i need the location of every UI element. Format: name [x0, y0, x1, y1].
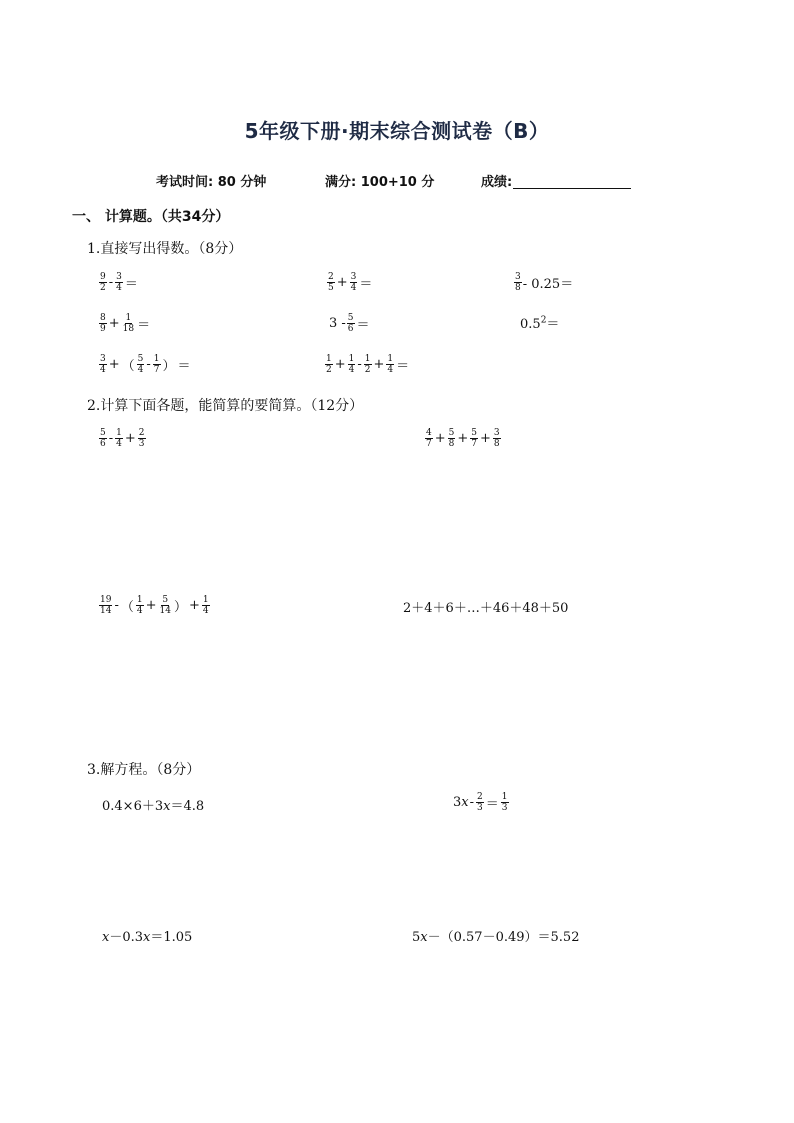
fraction: $\frac{1}{4}$ [387, 354, 394, 375]
fraction: $\frac{1}{2}$ [364, 354, 371, 375]
fraction: $\frac{8}{9}$ [100, 313, 106, 334]
fraction: $\frac{1}{4}$ [116, 428, 122, 449]
q1-expr-7: $\frac{3}{4}$ + （ $\frac{5}{4}$ - $\frac{1}{7}$ ） ＝ [100, 354, 191, 375]
fraction: $\frac{4}{7}$ [426, 428, 432, 449]
q1-expr-6: $0.5^2=$ [520, 315, 560, 332]
fraction: $\frac{5}{14}$ [159, 595, 171, 616]
fraction: $\frac{1}{4}$ [136, 595, 143, 616]
page-title: 5年级下册·期末综合测试卷（B） [244, 119, 550, 143]
q1-expr-1: $\frac{9}{2}$ - $\frac{3}{4}$ ＝ [100, 272, 138, 293]
section-heading: 一、 计算题。（共34分） [72, 209, 230, 225]
q2-expr-2: $\frac{4}{7}$ + $\frac{5}{8}$ + $\frac{5}{7}$ + $\frac{3}{8}$ [426, 428, 500, 449]
q3-equation-4: 5x－（0.57－0.49）＝5.52 [412, 930, 580, 945]
q3-equation-3: x－0.3x＝1.05 [102, 930, 193, 945]
fraction: $\frac{5}{7}$ [471, 428, 478, 449]
q3-equation-1: 0.4×6＋3x＝4.8 [102, 799, 205, 814]
fraction: $\frac{3}{8}$ [515, 272, 521, 293]
fraction: $\frac{2}{5}$ [328, 272, 334, 293]
fraction: $\frac{19}{14}$ [100, 595, 112, 616]
fraction: $\frac{3}{4}$ [116, 272, 122, 293]
full-score: 满分: 100+10 分 [325, 175, 435, 190]
q1-expr-8: $\frac{1}{2}$ + $\frac{1}{4}$ - $\frac{1}{2}$ + $\frac{1}{4}$ ＝ [326, 354, 410, 375]
fraction: $\frac{1}{18}$ [122, 313, 135, 334]
q1-expr-2: $\frac{2}{5}$ + $\frac{3}{4}$ ＝ [328, 272, 373, 293]
fraction: $\frac{1}{2}$ [326, 354, 332, 375]
q2-expr-4: 2＋4＋6＋…＋46＋48＋50 [403, 601, 569, 616]
score-field [481, 171, 631, 190]
fraction: $\frac{3}{4}$ [350, 272, 357, 293]
q3-equation-2: 3 x - $\frac{2}{3}$ ＝ $\frac{1}{3}$ [453, 792, 508, 813]
fraction: $\frac{2}{3}$ [138, 428, 145, 449]
fraction: $\frac{1}{7}$ [153, 354, 160, 375]
fraction: $\frac{1}{4}$ [202, 595, 209, 616]
fraction: $\frac{3}{4}$ [100, 354, 106, 375]
fraction: $\frac{3}{8}$ [493, 428, 500, 449]
q2-expr-3: $\frac{19}{14}$ - （ $\frac{1}{4}$ + $\frac{5}{14}$ ） + $\frac{1}{4}$ [100, 595, 209, 616]
q1-expr-5: 3 - $\frac{5}{6}$ ＝ [329, 313, 370, 334]
q2-expr-1: $\frac{5}{6}$ - $\frac{1}{4}$ + $\frac{2}{3}$ [100, 428, 145, 449]
score-blank[interactable] [513, 174, 631, 189]
q1-heading: 1.直接写出得数。（8分） [87, 241, 243, 257]
q1-expr-3: $\frac{3}{8}$ - 0.25＝ [515, 272, 574, 293]
fraction: $\frac{9}{2}$ [100, 272, 106, 293]
fraction: $\frac{5}{6}$ [347, 313, 354, 334]
fraction: $\frac{1}{4}$ [348, 354, 355, 375]
fraction: $\frac{1}{3}$ [501, 792, 508, 813]
fraction: $\frac{5}{4}$ [137, 354, 144, 375]
q3-heading: 3.解方程。（8分） [87, 762, 201, 778]
fraction: $\frac{5}{8}$ [448, 428, 455, 449]
q2-heading: 2.计算下面各题，能简算的要简算。（12分） [87, 398, 364, 414]
fraction: $\frac{5}{6}$ [100, 428, 106, 449]
exam-time: 考试时间: 80 分钟 [156, 175, 267, 190]
fraction: $\frac{2}{3}$ [477, 792, 483, 813]
score-label: 成绩: [481, 175, 513, 190]
q1-expr-4: $\frac{8}{9}$ + $\frac{1}{18}$ ＝ [100, 313, 151, 334]
